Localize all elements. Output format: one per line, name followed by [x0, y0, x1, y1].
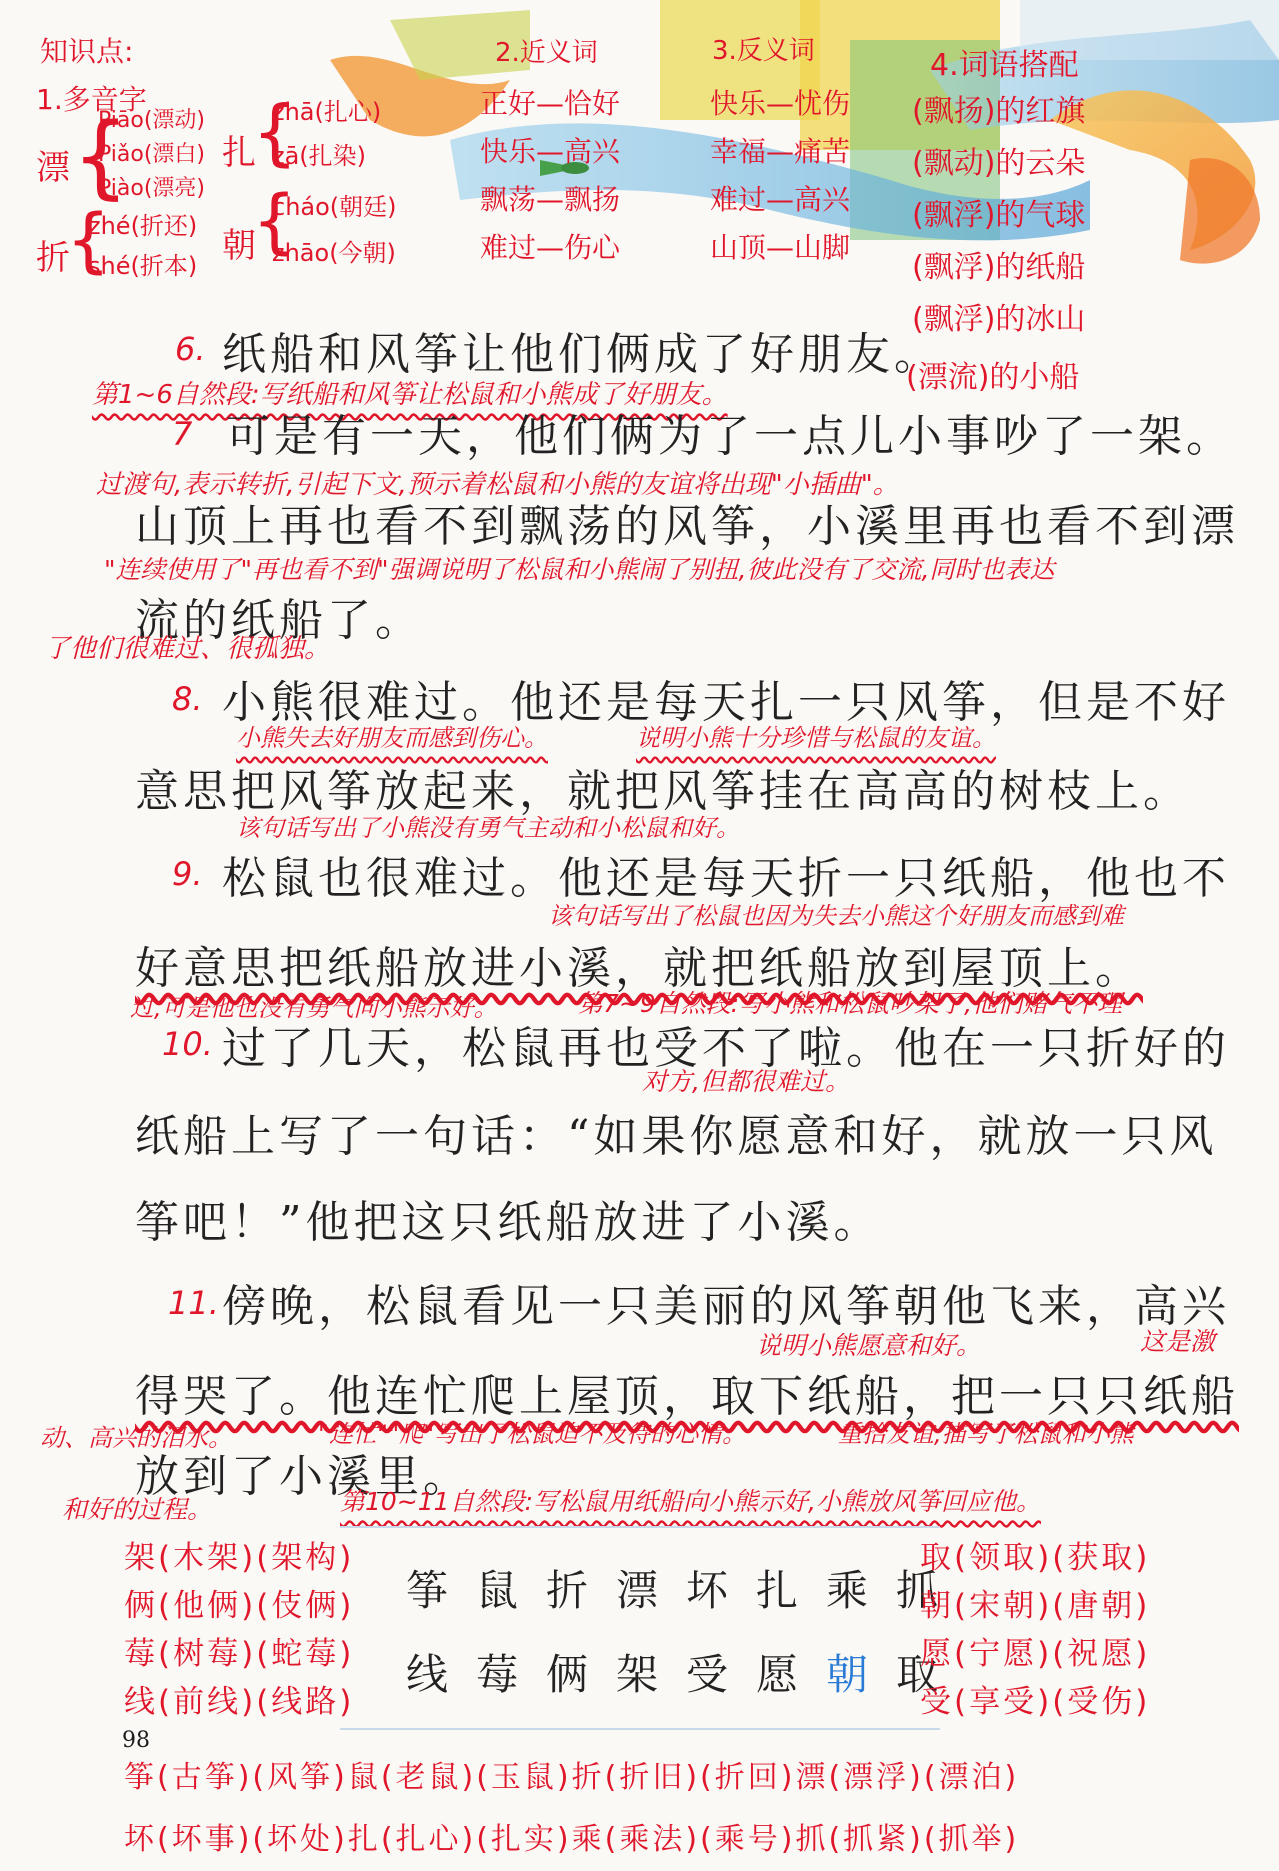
polyphonic-piao-char: 漂 [36, 148, 70, 188]
paragraph-line: 过了几天，松鼠再也受不了啦。他在一只折好的 [222, 1023, 1230, 1074]
synonym-item: 正好—恰好 [480, 87, 621, 120]
chao-list [272, 184, 397, 276]
annotation-note: 了他们很难过、很孤独。 [44, 634, 331, 664]
collocation-item: (飘浮)的纸船 [912, 250, 1086, 285]
antonym-item: 山顶—山脚 [710, 231, 851, 264]
annotation-note: "连续使用了"再也看不到"强调说明了松鼠和小熊闹了别扭,彼此没有了交流,同时也表达 [104, 555, 1055, 584]
collocation-list [912, 86, 1085, 346]
word-group: 架(木架)(架构) [124, 1540, 355, 1576]
annotation-note: 这是激 [1140, 1327, 1216, 1356]
synonym-item: 难过—伤心 [480, 231, 621, 264]
synonyms-list [480, 80, 620, 272]
paragraph-line: 小熊很难过。他还是每天扎一只风筝，但是不好 [222, 677, 1230, 728]
za-item: zā(扎染) [272, 142, 367, 170]
paragraph-number: 11. [168, 1284, 219, 1322]
word-row-bottom: 坏(坏事)(坏处)扎(扎心)(扎实)乘(乘法)(乘号)抓(抓紧)(抓举) [124, 1822, 1020, 1857]
word-group: 线(前线)(线路) [124, 1684, 355, 1720]
annotation-note: 第10~11自然段:写松鼠用纸船向小熊示好,小熊放风筝回应他。 [340, 1487, 1041, 1516]
word-group: 取(领取)(获取) [920, 1540, 1151, 1576]
annotation-note: 说明小熊愿意和好。 [756, 1331, 982, 1360]
synonym-item: 快乐—高兴 [480, 135, 621, 168]
antonyms-title: 3.反义词 [712, 36, 815, 66]
character-box [340, 1526, 967, 1730]
paragraph-number: 7 [172, 415, 193, 453]
paragraph-line: 筝吧！”他把这只纸船放进了小溪。 [135, 1197, 882, 1248]
char-highlight: 朝 [826, 1650, 897, 1699]
annotation-note: "连忙""爬"写出了松鼠迫不及待的心情。 [318, 1420, 747, 1448]
piao-list [98, 104, 205, 206]
chao-item: cháo(朝廷) [272, 193, 397, 221]
brace-icon: { [72, 104, 130, 209]
zhe-list [88, 206, 197, 286]
za-list [272, 90, 381, 178]
zhe-item: shé(折本) [88, 252, 198, 280]
paragraph-number: 10. [162, 1025, 213, 1063]
paragraph-line: 傍晚，松鼠看见一只美丽的风筝朝他飞来，高兴 [222, 1281, 1230, 1332]
synonyms-title: 2.近义词 [495, 38, 598, 68]
chao-item: zhāo(今朝) [272, 239, 396, 267]
paragraph-number: 8. [172, 680, 203, 718]
paragraph-line: 意思把风筝放起来，就把风筝挂在高高的树枝上。 [135, 766, 1191, 817]
char-row-2-prefix: 线莓俩架受愿 [406, 1650, 827, 1699]
antonym-item: 幸福—痛苦 [710, 135, 851, 168]
char-row-2 [406, 1642, 966, 1702]
paragraph-line: 可是有一天，他们俩为了一点儿小事吵了一架。 [226, 411, 1234, 462]
paragraph-line: 纸船和风筝让他们俩成了好朋友。 [222, 329, 942, 380]
paragraph-line: 流的纸船了。 [135, 595, 423, 646]
annotation-note: 第7~9自然段:写小熊和松鼠吵架了,他们赌气不理 [578, 989, 1123, 1018]
annotation-note: 说明小熊十分珍惜与松鼠的友谊。 [636, 724, 996, 752]
annotation-note: 重拾友谊,描写了松鼠和小熊 [838, 1420, 1134, 1448]
word-row-bottom: 筝(古筝)(风筝)鼠(老鼠)(玉鼠)折(折旧)(折回)漂(漂浮)(漂泊) [124, 1760, 1020, 1795]
annotation-note: 过,可是他也没有勇气向小熊示好。 [130, 994, 498, 1022]
synonym-item: 飘荡—飘扬 [480, 183, 621, 216]
char-row-1: 筝鼠折漂坏扎乘抓 [406, 1566, 967, 1615]
annotation-note: 和好的过程。 [62, 1495, 213, 1524]
antonym-item: 难过—高兴 [710, 183, 851, 216]
annotation-note: 小熊失去好朋友而感到伤心。 [236, 724, 548, 752]
words-right-list [920, 1534, 1150, 1726]
antonyms-list [710, 80, 850, 272]
word-group: 受(享受)(受伤) [920, 1684, 1151, 1720]
annotation-note: 第1~6自然段:写纸船和风筝让松鼠和小熊成了好朋友。 [92, 380, 728, 410]
word-group: 愿(宁愿)(祝愿) [920, 1636, 1151, 1672]
page-number: 98 [122, 1728, 150, 1753]
paragraph-line: 纸船上写了一句话：“如果你愿意和好，就放一只风 [135, 1111, 1218, 1162]
char-row-2-suffix: 取 [896, 1650, 967, 1699]
annotation-note: 该句话写出了松鼠也因为失去小熊这个好朋友而感到难 [548, 902, 1124, 930]
zhe-item: zhé(折还) [88, 212, 198, 240]
paragraph-line: 放到了小溪里。 [135, 1451, 471, 1502]
annotation-note: 该句话写出了小熊没有勇气主动和小松鼠和好。 [236, 814, 740, 842]
word-group: 俩(他俩)(伎俩) [124, 1588, 355, 1624]
knowledge-heading: 知识点: [40, 35, 134, 68]
collocation-title: 4.词语搭配 [930, 48, 1079, 83]
words-left-list [124, 1534, 354, 1726]
brace-icon: { [66, 199, 111, 281]
brace-icon: { [252, 180, 297, 262]
collocation-item: (飘扬)的红旗 [912, 94, 1086, 129]
polyphonic-title: 1.多音字 [36, 83, 147, 116]
word-group: 朝(宋朝)(唐朝) [920, 1588, 1151, 1624]
piao-item: Piǎo(漂白) [98, 142, 206, 167]
paragraph-line: 得哭了。他连忙爬上屋顶，取下纸船，把一只只纸船 [135, 1371, 1239, 1422]
paragraph-line: 山顶上再也看不到飘荡的风筝，小溪里再也看不到漂 [135, 501, 1239, 552]
paragraph-number: 6. [175, 330, 206, 368]
piao-item: Piào(漂亮) [98, 176, 206, 201]
polyphonic-zhe-char: 折 [36, 238, 70, 278]
collocation-item: (飘动)的云朵 [912, 146, 1086, 181]
collocation-item: (飘浮)的气球 [912, 198, 1086, 233]
za-item: zhā(扎心) [272, 98, 382, 126]
collocation-item: (飘浮)的冰山 [912, 302, 1086, 337]
word-group: 莓(树莓)(蛇莓) [124, 1636, 355, 1672]
piao-item: Piāo(漂动) [98, 108, 206, 133]
annotation-note: 过渡句,表示转折,引起下文,预示着松鼠和小熊的友谊将出现"小插曲"。 [96, 470, 899, 500]
collocation-item: (漂流)的小船 [906, 360, 1080, 395]
polyphonic-chao-char: 朝 [222, 226, 256, 266]
annotation-note: 动、高兴的泪水。 [40, 1424, 232, 1452]
annotation-note: 对方,但都很难过。 [642, 1067, 850, 1096]
paragraph-number: 9. [172, 855, 203, 893]
antonym-item: 快乐—忧伤 [710, 87, 851, 120]
brace-icon: { [252, 90, 298, 174]
polyphonic-za-char: 扎 [222, 133, 256, 173]
paragraph-line: 好意思把纸船放进小溪，就把纸船放到屋顶上。 [135, 943, 1143, 994]
paragraph-line: 松鼠也很难过。他还是每天折一只纸船，他也不 [222, 853, 1230, 904]
